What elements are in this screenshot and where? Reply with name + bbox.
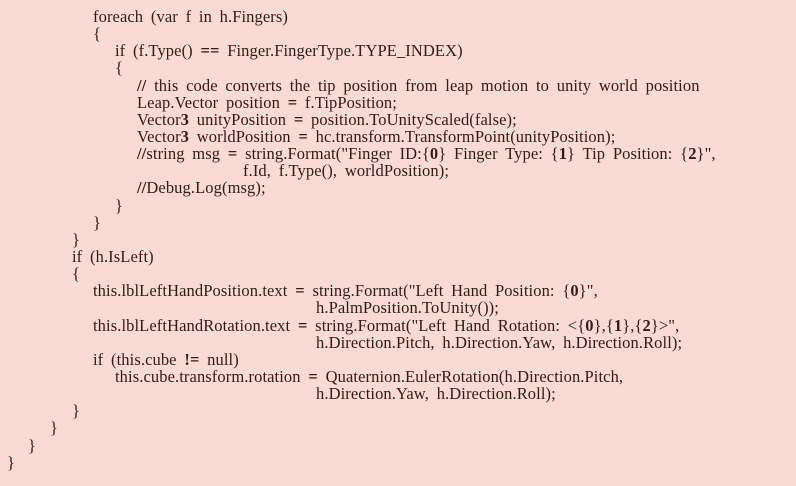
code-token-bold: =: [297, 315, 308, 335]
code-token-bold: //: [137, 75, 147, 95]
code-token: if (h.IsLeft): [72, 246, 154, 266]
code-token: },{: [593, 315, 614, 335]
code-line: [0, 111, 796, 128]
code-token: position.ToUnityScaled(false);: [303, 109, 517, 129]
code-token-bold: 2: [642, 315, 651, 335]
code-token: h.Direction.Pitch, h.Direction.Yaw, h.Direction.Roll);: [316, 332, 683, 352]
code-token-bold: =: [293, 109, 304, 129]
code-line: [0, 368, 796, 385]
code-token: unityPosition: [189, 109, 294, 129]
code-token: }: [72, 229, 81, 249]
code-token: }: [28, 435, 37, 455]
code-line: [0, 231, 796, 248]
code-token: Vector: [137, 109, 181, 129]
code-token: }: [115, 195, 124, 215]
code-token: this.lblLeftHandRotation.text: [93, 315, 298, 335]
code-line: [0, 351, 796, 368]
code-line: [0, 265, 796, 282]
code-token: {: [115, 58, 124, 78]
code-line: [0, 59, 796, 76]
code-line: [0, 128, 796, 145]
code-token-bold: =: [308, 366, 318, 386]
code-token: string.Format("Finger ID:{: [237, 144, 430, 164]
code-token: }: [72, 401, 81, 421]
code-token: this code converts the tip position from leap motion to unity world position: [146, 75, 700, 95]
code-token: string.Format("Left Hand Position: {: [304, 281, 571, 301]
code-token: } Finger Type: {: [438, 144, 559, 164]
code-token: string msg: [146, 144, 228, 164]
code-line: [0, 385, 796, 402]
code-token: Vector: [137, 126, 181, 146]
code-listing: [0, 8, 796, 471]
code-line: [0, 402, 796, 419]
code-line: [0, 454, 796, 471]
code-token-bold: !=: [184, 349, 200, 369]
code-token: }: [7, 452, 16, 472]
code-token: if (this.cube: [93, 349, 185, 369]
code-line: [0, 77, 796, 94]
code-line: [0, 299, 796, 316]
code-token: null): [199, 349, 239, 369]
code-line: [0, 248, 796, 265]
code-line: [0, 8, 796, 25]
code-line: [0, 25, 796, 42]
code-line: [0, 419, 796, 436]
code-token: {: [72, 264, 81, 284]
code-token-bold: ==: [200, 41, 220, 61]
code-token: worldPosition: [189, 126, 299, 146]
code-token-bold: 1: [558, 144, 568, 164]
code-line: [0, 437, 796, 454]
code-token: h.PalmPosition.ToUnity());: [316, 298, 499, 318]
code-token: f.Id, f.Type(), worldPosition);: [243, 161, 449, 181]
code-token: },{: [622, 315, 643, 335]
code-token-bold: =: [287, 92, 298, 112]
code-token: }>",: [650, 315, 680, 335]
code-token: } Tip Position: {: [567, 144, 689, 164]
code-token: }: [93, 212, 102, 232]
code-token: h.Direction.Yaw, h.Direction.Roll);: [316, 384, 556, 404]
code-token-bold: 3: [180, 126, 190, 146]
code-token-bold: =: [298, 126, 308, 146]
code-token: Debug.Log(msg);: [146, 178, 266, 198]
code-token-bold: //: [137, 144, 147, 164]
code-token: }: [50, 418, 59, 438]
code-token: Leap.Vector position: [137, 92, 288, 112]
code-token: Finger.FingerType.TYPE_INDEX): [219, 41, 463, 61]
code-line: [0, 42, 796, 59]
code-token-bold: =: [227, 144, 238, 164]
code-token: Quaternion.EulerRotation(h.Direction.Pitch,: [317, 366, 624, 386]
code-token: this.lblLeftHandPosition.text: [93, 281, 296, 301]
code-token: {: [93, 24, 102, 44]
code-token-bold: =: [295, 281, 305, 301]
code-token: f.TipPosition;: [297, 92, 397, 112]
code-token-bold: 3: [180, 109, 190, 129]
code-token: foreach (var f in h.Fingers): [93, 7, 289, 26]
code-token: }",: [578, 281, 598, 301]
code-token-bold: 0: [585, 315, 594, 335]
code-token: hc.transform.TransformPoint(unityPosition);: [307, 126, 616, 146]
code-token-bold: //: [137, 178, 147, 198]
code-line: [0, 145, 796, 162]
code-token: string.Format("Left Hand Rotation: <{: [307, 315, 586, 335]
code-token: }",: [696, 144, 716, 164]
code-line: [0, 282, 796, 299]
code-line: [0, 94, 796, 111]
code-line: [0, 197, 796, 214]
code-token-bold: 0: [429, 144, 439, 164]
code-line: [0, 214, 796, 231]
code-line: [0, 317, 796, 334]
code-line: [0, 179, 796, 196]
code-line: [0, 162, 796, 179]
code-token-bold: 0: [570, 281, 579, 301]
code-token: this.cube.transform.rotation: [115, 366, 309, 386]
code-token-bold: 2: [688, 144, 697, 164]
code-line: [0, 334, 796, 351]
code-token: if (f.Type(): [115, 41, 201, 61]
code-token-bold: 1: [613, 315, 623, 335]
